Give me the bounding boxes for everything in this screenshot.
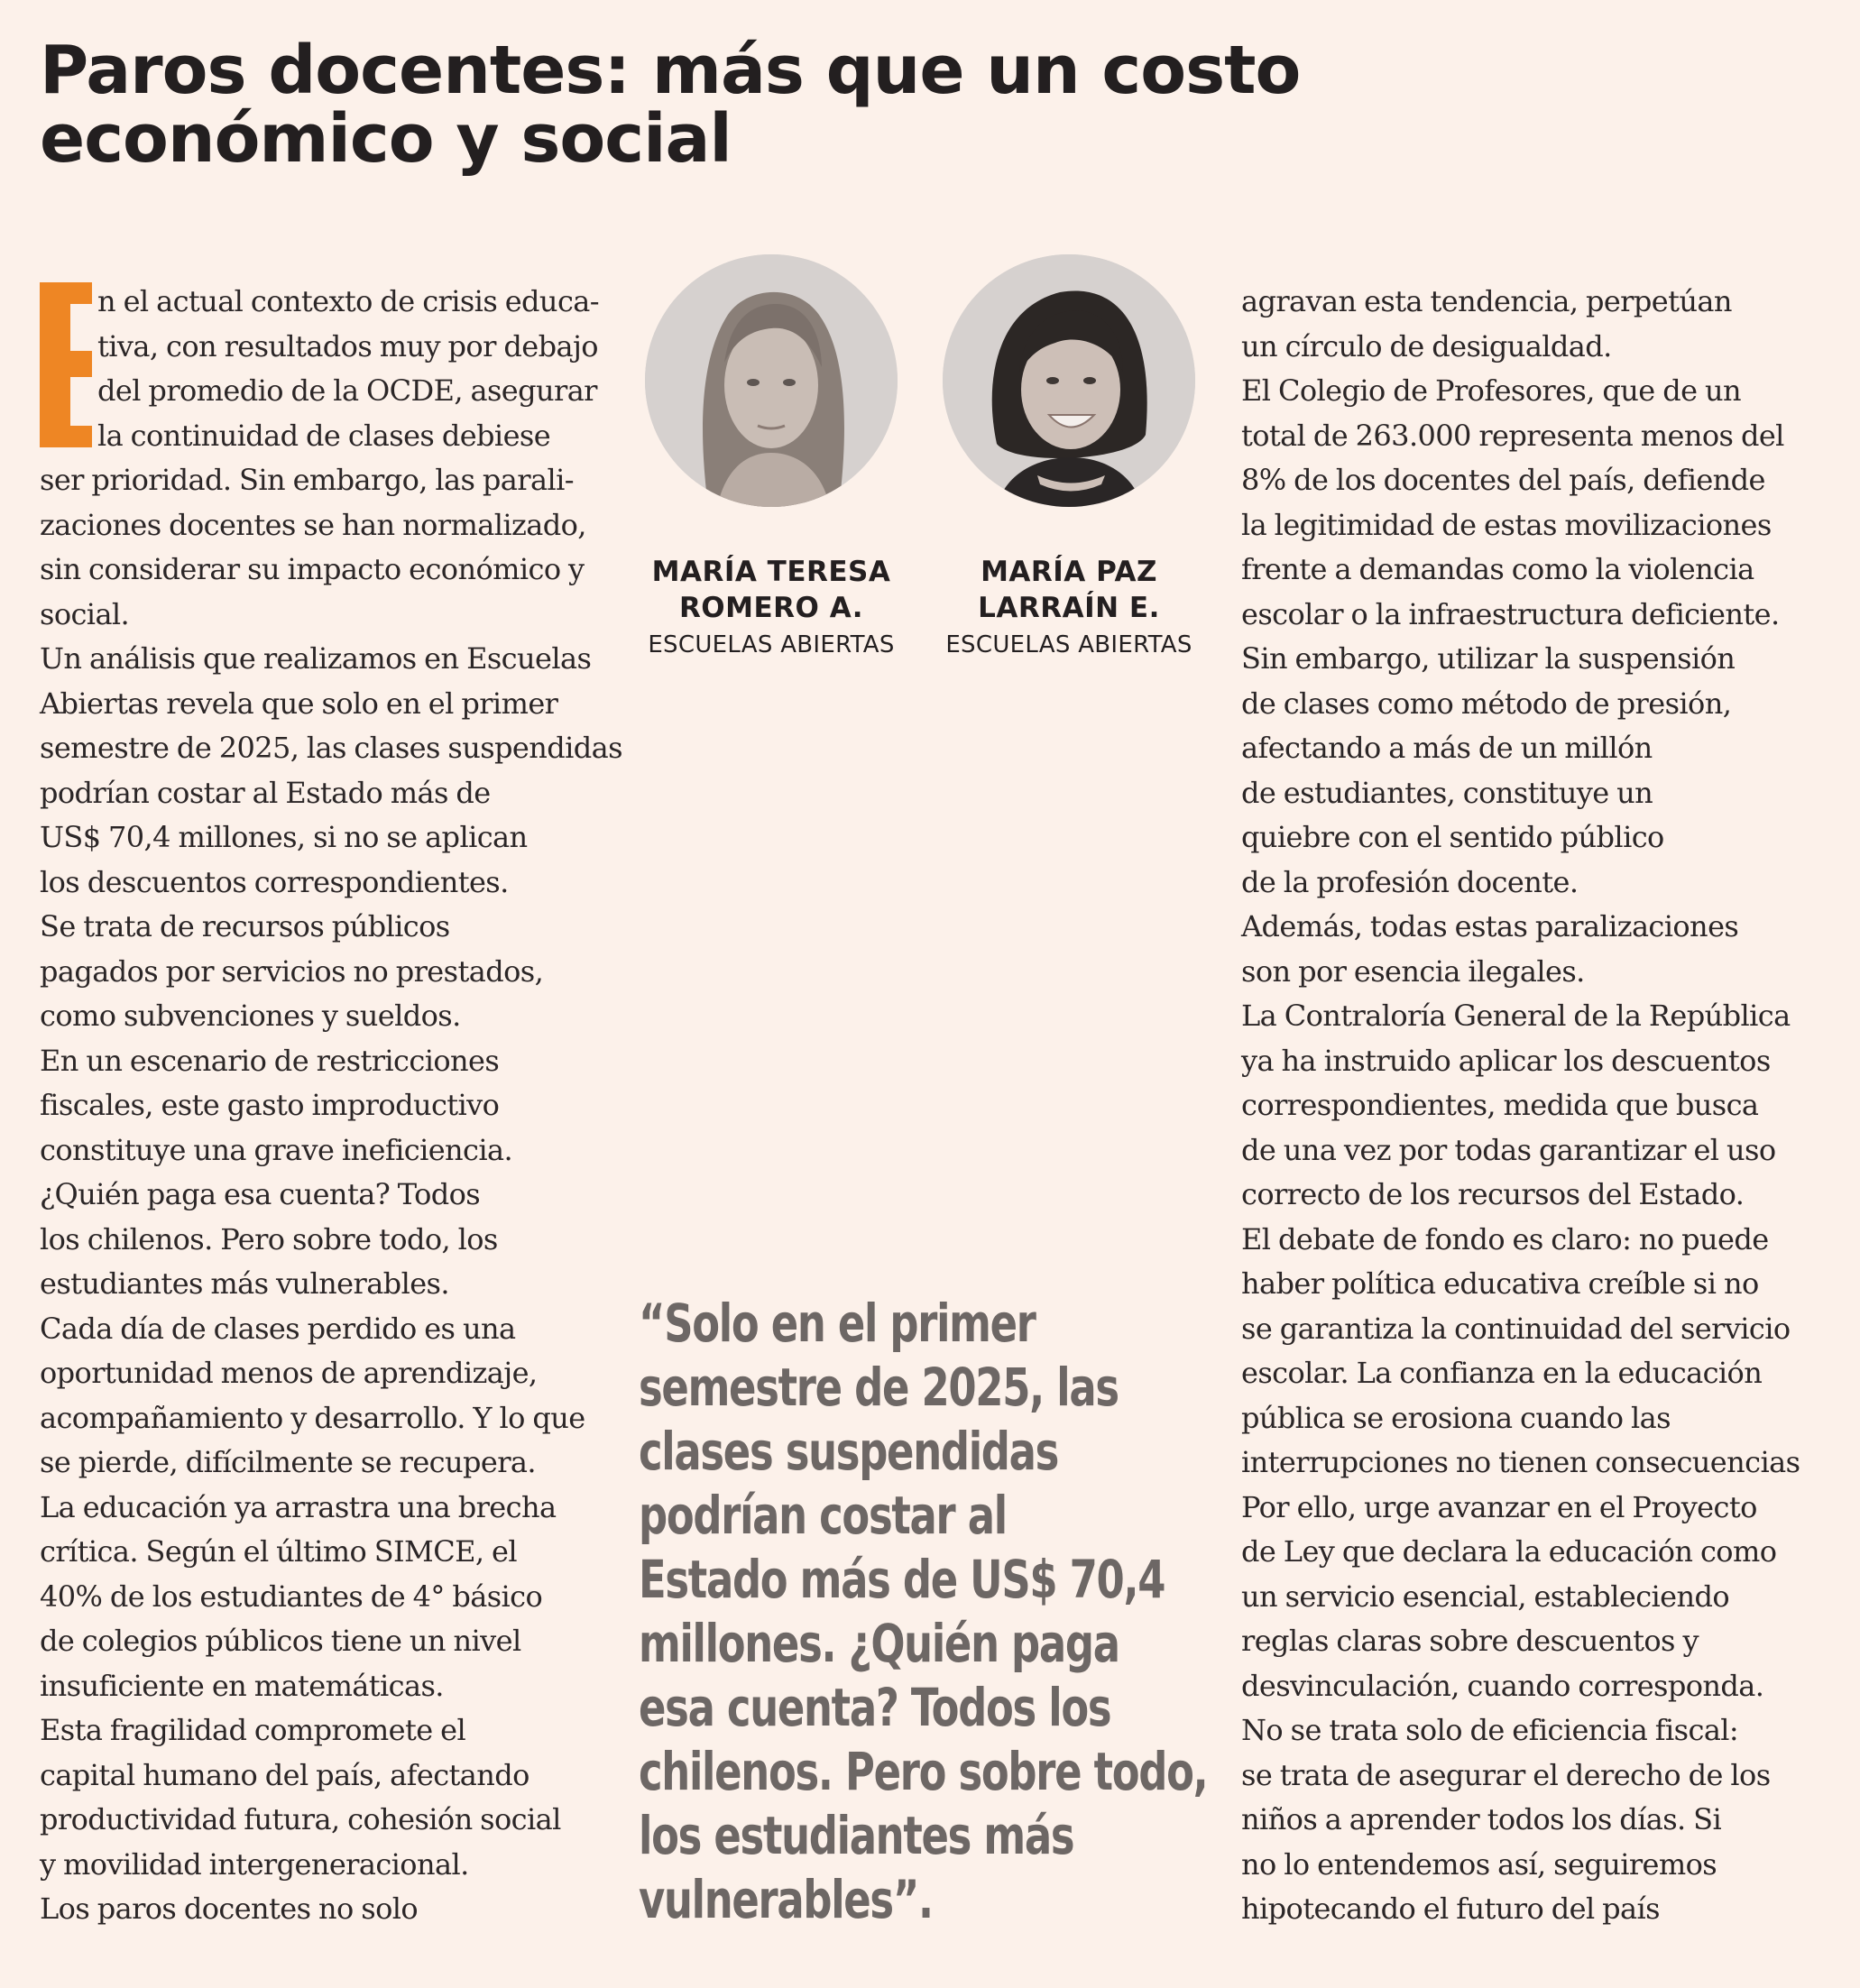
text-line: acompañamiento y desarrollo. Y lo que bbox=[40, 1400, 585, 1435]
text-line: son por esencia ilegales. bbox=[1241, 953, 1585, 989]
article-left-column bbox=[40, 280, 622, 1932]
text-line: podrían costar al Estado más de bbox=[40, 775, 491, 810]
text-line: pública se erosiona cuando las bbox=[1241, 1400, 1671, 1435]
text-line: niños a aprender todos los días. Si bbox=[1241, 1802, 1722, 1836]
text-line: “Solo en el primer bbox=[639, 1293, 1036, 1354]
text-line: Los paros docentes no solo bbox=[40, 1891, 419, 1926]
portrait-1-icon bbox=[645, 254, 898, 507]
text-line: los estudiantes más bbox=[639, 1805, 1074, 1866]
text-line: como subvenciones y sueldos. bbox=[40, 999, 461, 1033]
text-line: se garantiza la continuidad del servicio bbox=[1241, 1311, 1791, 1346]
author-name-line: MARÍA TERESA bbox=[651, 556, 891, 588]
text-line: correspondientes, medida que busca bbox=[1241, 1088, 1759, 1122]
text-line: ¿Quién paga esa cuenta? Todos bbox=[40, 1177, 481, 1211]
text-line: correcto de los recursos del Estado. bbox=[1241, 1177, 1745, 1211]
text-line: de Ley que declara la educación como bbox=[1241, 1534, 1777, 1569]
author-name bbox=[627, 554, 916, 626]
article-right-column bbox=[1241, 280, 1800, 1932]
text-line: Por ello, urge avanzar en el Proyecto bbox=[1241, 1489, 1757, 1524]
text-line: total de 263.000 representa menos del bbox=[1241, 418, 1784, 453]
text-line: fiscales, este gasto improductivo bbox=[40, 1088, 500, 1122]
text-line: haber política educativa creíble si no bbox=[1241, 1266, 1759, 1301]
text-line: El debate de fondo es claro: no puede bbox=[1241, 1221, 1769, 1256]
text-line: de estudiantes, constituye un bbox=[1241, 775, 1653, 810]
text-line: la continuidad de clases debiese bbox=[97, 418, 551, 453]
author-card bbox=[627, 254, 916, 660]
pull-quote bbox=[639, 1292, 1216, 1932]
text-line: se trata de asegurar el derecho de los bbox=[1241, 1757, 1771, 1792]
text-line: sin considerar su impacto económico y bbox=[40, 552, 585, 586]
headline-line: Paros docentes: más que un costo bbox=[40, 32, 1301, 109]
text-line: escolar. La confianza en la educación bbox=[1241, 1356, 1763, 1390]
text-line: insuficiente en matemáticas. bbox=[40, 1668, 444, 1703]
text-line: clases suspendidas bbox=[639, 1421, 1059, 1482]
text-line: un servicio esencial, estableciendo bbox=[1241, 1578, 1730, 1614]
author-name-line: MARÍA PAZ bbox=[981, 556, 1157, 588]
text-line: pagados por servicios no prestados, bbox=[40, 953, 544, 989]
text-line: se pierde, difícilmente se recupera. bbox=[40, 1445, 536, 1479]
text-line: No se trata solo de eficiencia fiscal: bbox=[1241, 1713, 1739, 1747]
text-line: frente a demandas como la violencia bbox=[1241, 552, 1754, 586]
text-line: desvinculación, cuando corresponda. bbox=[1241, 1668, 1764, 1703]
text-line: En un escenario de restricciones bbox=[40, 1043, 500, 1078]
text-line: podrían costar al bbox=[639, 1485, 1007, 1546]
text-line: estudiantes más vulnerables. bbox=[40, 1266, 449, 1301]
text-line: de una vez por todas garantizar el uso bbox=[1241, 1132, 1776, 1167]
text-line: Abiertas revela que solo en el primer bbox=[40, 686, 558, 721]
text-line: Además, todas estas paralizaciones bbox=[1241, 909, 1739, 943]
text-line: millones. ¿Quién paga bbox=[639, 1613, 1119, 1674]
text-line: quiebre con el sentido público bbox=[1241, 820, 1664, 854]
text-line: los chilenos. Pero sobre todo, los bbox=[40, 1221, 498, 1256]
text-line: Un análisis que realizamos en Escuelas bbox=[40, 641, 592, 676]
text-line: La Contraloría General de la República bbox=[1241, 999, 1791, 1033]
text-line: la legitimidad de estas movilizaciones bbox=[1241, 507, 1772, 542]
text-line: El Colegio de Profesores, que de un bbox=[1241, 373, 1742, 408]
text-line: Esta fragilidad compromete el bbox=[40, 1713, 466, 1747]
author-organization: ESCUELAS ABIERTAS bbox=[945, 631, 1192, 658]
text-line: La educación ya arrastra una brecha bbox=[40, 1489, 557, 1524]
text-line: oportunidad menos de aprendizaje, bbox=[40, 1356, 538, 1390]
text-line: Sin embargo, utilizar la suspensión bbox=[1241, 641, 1736, 676]
text-line: un círculo de desigualdad. bbox=[1241, 328, 1612, 364]
text-line: productividad futura, cohesión social bbox=[40, 1802, 561, 1836]
author-photo bbox=[943, 254, 1195, 507]
author-name-line: LARRAÍN E. bbox=[978, 592, 1160, 624]
text-line: constituye una grave ineficiencia. bbox=[40, 1132, 513, 1167]
author-organization: ESCUELAS ABIERTAS bbox=[648, 631, 895, 658]
text-line: agravan esta tendencia, perpetúan bbox=[1241, 284, 1732, 318]
author-name bbox=[925, 554, 1213, 626]
text-line: de la profesión docente. bbox=[1241, 864, 1579, 899]
text-line: de clases como método de presión, bbox=[1241, 686, 1732, 721]
text-line: Cada día de clases perdido es una bbox=[40, 1311, 516, 1346]
text-line: Estado más de US$ 70,4 bbox=[639, 1549, 1165, 1610]
text-line: ya ha instruido aplicar los descuentos bbox=[1241, 1043, 1771, 1078]
article-headline bbox=[40, 32, 1393, 178]
dropcap-e-icon bbox=[40, 282, 92, 447]
author-photo bbox=[645, 254, 898, 507]
text-line: de colegios públicos tiene un nivel bbox=[40, 1624, 521, 1658]
author-card bbox=[925, 254, 1213, 660]
text-line: 40% de los estudiantes de 4° básico bbox=[40, 1578, 543, 1614]
text-line: esa cuenta? Todos los bbox=[639, 1677, 1111, 1738]
text-line: y movilidad intergeneracional. bbox=[40, 1846, 469, 1882]
text-line: reglas claras sobre descuentos y bbox=[1241, 1624, 1699, 1658]
text-line: 8% de los docentes del país, defiende bbox=[1241, 463, 1765, 497]
text-line: hipotecando el futuro del país bbox=[1241, 1891, 1660, 1926]
text-line: los descuentos correspondientes. bbox=[40, 864, 509, 899]
text-line: no lo entendemos así, seguiremos bbox=[1241, 1846, 1717, 1882]
text-line: social. bbox=[40, 596, 130, 631]
portrait-2-icon bbox=[943, 254, 1195, 507]
author-name-line: ROMERO A. bbox=[678, 592, 864, 624]
text-line: capital humano del país, afectando bbox=[40, 1757, 529, 1792]
text-line: semestre de 2025, las bbox=[639, 1357, 1119, 1418]
text-line: semestre de 2025, las clases suspendidas bbox=[40, 731, 622, 765]
text-line: zaciones docentes se han normalizado, bbox=[40, 507, 586, 542]
text-line: del promedio de la OCDE, asegurar bbox=[97, 373, 597, 408]
text-line: afectando a más de un millón bbox=[1241, 731, 1653, 765]
text-line: escolar o la infraestructura deficiente. bbox=[1241, 596, 1780, 631]
text-line: US$ 70,4 millones, si no se aplican bbox=[40, 820, 528, 854]
text-line: chilenos. Pero sobre todo, bbox=[639, 1741, 1208, 1802]
text-line: ser prioridad. Sin embargo, las parali- bbox=[40, 463, 574, 497]
text-line: n el actual contexto de crisis educa- bbox=[97, 284, 599, 318]
text-line: vulnerables”. bbox=[639, 1869, 933, 1930]
text-line: interrupciones no tienen consecuencias bbox=[1241, 1445, 1800, 1479]
text-line: Se trata de recursos públicos bbox=[40, 909, 450, 943]
text-line: crítica. Según el último SIMCE, el bbox=[40, 1534, 517, 1569]
headline-line: económico y social bbox=[40, 100, 732, 178]
text-line: tiva, con resultados muy por debajo bbox=[97, 328, 598, 364]
